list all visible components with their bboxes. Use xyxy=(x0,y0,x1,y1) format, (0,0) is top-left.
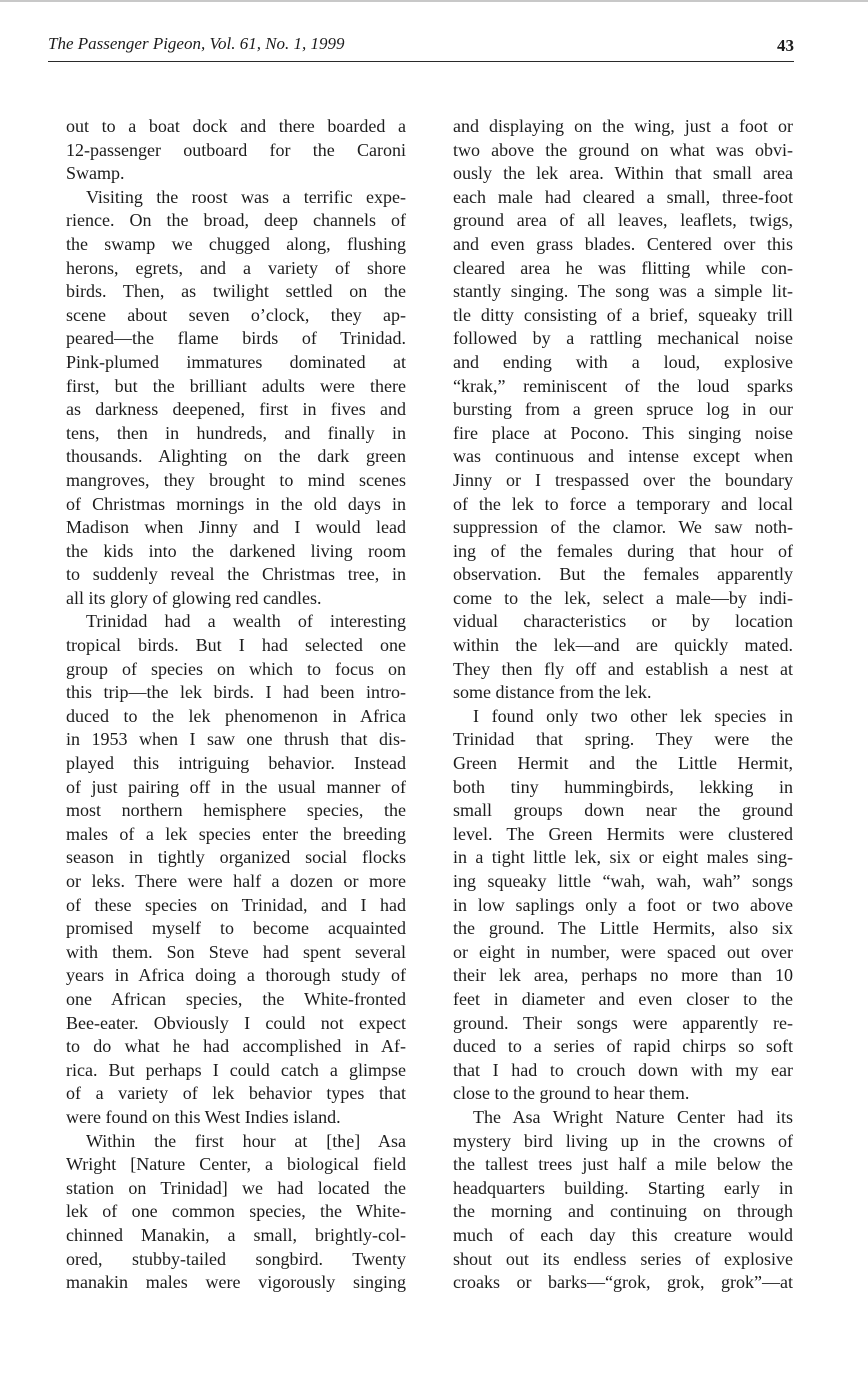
text-line: followed by a rattling mechanical noise xyxy=(453,328,793,349)
text-line: croaks or barks—“grok, grok, grok”—at xyxy=(453,1272,793,1293)
text-line: manakin males were vigorously singing xyxy=(66,1272,406,1293)
text-line: The Asa Wright Nature Center had its xyxy=(473,1106,793,1127)
text-line: Within the first hour at [the] Asa xyxy=(86,1130,406,1151)
text-line: Madison when Jinny and I would lead xyxy=(66,517,406,538)
text-line: duced to a series of rapid chirps so soft xyxy=(453,1036,793,1057)
text-line: males of a lek species enter the breeding xyxy=(66,823,406,844)
text-line: come to the lek, select a male—by indi- xyxy=(453,587,793,608)
text-line: ground. Their songs were apparently re- xyxy=(453,1012,793,1033)
text-line: the kids into the darkened living room xyxy=(66,540,406,561)
text-line: feet in diameter and even closer to the xyxy=(453,988,793,1009)
running-header xyxy=(48,32,794,62)
text-line: ing squeaky little “wah, wah, wah” songs xyxy=(453,871,793,891)
journal-citation: The Passenger Pigeon, Vol. 61, No. 1, 1999 xyxy=(48,34,345,53)
text-line: much of each day this creature would xyxy=(453,1224,793,1245)
text-line: this trip—the lek birds. I had been intro- xyxy=(66,682,406,703)
text-line: shout out its endless series of explosive xyxy=(453,1248,793,1269)
text-line: played this intriguing behavior. Instead xyxy=(66,753,406,774)
text-line: years in Africa doing a thorough study of xyxy=(66,965,406,986)
text-line: ground area of all leaves, leaflets, twigs, xyxy=(453,210,793,231)
text-line: station on Trinidad] we had located the xyxy=(66,1177,406,1198)
text-line: and displaying on the wing, just a foot or xyxy=(453,116,793,136)
text-line: Pink-plumed immatures dominated at xyxy=(66,351,406,372)
text-line: all its glory of glowing red candles. xyxy=(66,587,322,608)
text-line: most northern hemisphere species, the xyxy=(66,800,406,821)
text-line: observation. But the females apparently xyxy=(453,564,793,585)
text-line: Wright [Nature Center, a biological field xyxy=(66,1154,406,1175)
text-line: suppression of the clamor. We saw noth- xyxy=(453,517,793,538)
text-line: as darkness deepened, first in fives and xyxy=(66,399,406,420)
text-line: tens, then in hundreds, and finally in xyxy=(66,422,406,443)
text-line: season in tightly organized social flocks xyxy=(66,847,406,868)
text-line: small groups down near the ground xyxy=(453,800,793,821)
text-line: their lek area, perhaps no more than 10 xyxy=(453,965,793,986)
text-line: within the lek—and are quickly mated. xyxy=(453,635,793,656)
text-line: cleared area he was flitting while con- xyxy=(453,257,793,278)
text-line: chinned Manakin, a small, brightly-col- xyxy=(66,1224,406,1245)
text-line: each male had cleared a small, three-foot xyxy=(453,186,793,207)
text-line: were found on this West Indies island. xyxy=(66,1106,341,1127)
text-line: mangroves, they brought to mind scenes xyxy=(66,469,406,490)
text-line: out to a boat dock and there boarded a xyxy=(66,116,406,136)
text-line: both tiny hummingbirds, lekking in xyxy=(453,776,793,797)
top-edge-line xyxy=(0,0,868,2)
text-line: in 1953 when I saw one thrush that dis- xyxy=(66,729,406,750)
text-line: Trinidad had a wealth of interesting xyxy=(86,611,406,632)
text-line: was continuous and intense except when xyxy=(453,446,793,467)
text-line: one African species, the White-fronted xyxy=(66,988,406,1009)
page-number: 43 xyxy=(777,36,794,55)
text-line: I found only two other lek species in xyxy=(473,705,793,726)
text-line: birds. Then, as twilight settled on the xyxy=(66,281,406,302)
text-line: ored, stubby-tailed songbird. Twenty xyxy=(66,1248,406,1269)
text-line: Bee-eater. Obviously I could not expect xyxy=(66,1012,406,1033)
text-line: “krak,” reminiscent of the loud sparks xyxy=(453,375,793,396)
text-line: Visiting the roost was a terrific expe- xyxy=(86,186,406,207)
header-rule xyxy=(48,61,794,62)
text-line: rience. On the broad, deep channels of xyxy=(66,210,406,231)
text-line: the ground. The Little Hermits, also six xyxy=(453,918,793,939)
text-line: the tallest trees just half a mile below the xyxy=(453,1154,793,1175)
text-line: Swamp. xyxy=(66,163,125,184)
text-line: Green Hermit and the Little Hermit, xyxy=(453,753,793,774)
text-line: headquarters building. Starting early in xyxy=(453,1177,793,1198)
text-line: two above the ground on what was obvi- xyxy=(453,139,793,160)
text-line: herons, egrets, and a variety of shore xyxy=(66,257,406,278)
text-line: Trinidad that spring. They were the xyxy=(453,729,793,750)
text-line: and even grass blades. Centered over this xyxy=(453,233,793,254)
text-line: lek of one common species, the White- xyxy=(66,1201,406,1222)
text-line: fire place at Pocono. This singing noise xyxy=(453,422,793,443)
text-line: some distance from the lek. xyxy=(453,682,652,703)
text-line: ously the lek area. Within that small area xyxy=(453,163,793,184)
text-line: to do what he had accomplished in Af- xyxy=(66,1036,406,1057)
text-line: close to the ground to hear them. xyxy=(453,1083,690,1104)
text-line: that I had to crouch down with my ear xyxy=(453,1059,793,1080)
text-line: of Christmas mornings in the old days in xyxy=(66,493,406,514)
text-line: ing of the females during that hour of xyxy=(453,540,793,561)
text-line: in low saplings only a foot or two above xyxy=(453,894,793,915)
text-line: 12-passenger outboard for the Caroni xyxy=(66,139,406,160)
text-line: of just pairing off in the usual manner of xyxy=(66,776,406,797)
text-line: promised myself to become acquainted xyxy=(66,918,406,939)
text-line: vidual characteristics or by location xyxy=(453,611,793,632)
text-line: group of species on which to focus on xyxy=(66,658,406,679)
text-line: the morning and continuing on through xyxy=(453,1201,793,1222)
text-line: stantly singing. The song was a simple lit- xyxy=(453,281,793,302)
text-line: of these species on Trinidad, and I had xyxy=(66,894,406,915)
text-line: level. The Green Hermits were clustered xyxy=(453,823,793,844)
text-line: rica. But perhaps I could catch a glimpse xyxy=(66,1059,406,1080)
text-line: first, but the brilliant adults were there xyxy=(66,375,406,396)
text-line: tle ditty consisting of a brief, squeaky trill xyxy=(453,304,793,325)
text-line: and ending with a loud, explosive xyxy=(453,351,793,372)
text-line: tropical birds. But I had selected one xyxy=(66,635,406,656)
text-line: peared—the flame birds of Trinidad. xyxy=(66,328,406,349)
text-line: of a variety of lek behavior types that xyxy=(66,1083,406,1104)
text-line: They then fly off and establish a nest at xyxy=(453,658,793,679)
text-line: of the lek to force a temporary and local xyxy=(453,493,793,514)
text-line: Jinny or I trespassed over the boundary xyxy=(453,469,793,490)
text-line: to suddenly reveal the Christmas tree, in xyxy=(66,564,406,585)
text-line: thousands. Alighting on the dark green xyxy=(66,446,406,467)
text-line: or eight in number, were spaced out over xyxy=(453,941,793,962)
left-column xyxy=(66,115,406,1295)
text-line: the swamp we chugged along, flushing xyxy=(66,233,406,254)
text-line: or leks. There were half a dozen or more xyxy=(66,871,406,891)
text-line: mystery bird living up in the crowns of xyxy=(453,1130,793,1151)
text-line: bursting from a green spruce log in our xyxy=(453,399,793,420)
text-line: duced to the lek phenomenon in Africa xyxy=(66,705,406,726)
text-line: scene about seven o’clock, they ap- xyxy=(66,304,406,325)
text-line: with them. Son Steve had spent several xyxy=(66,941,406,962)
text-line: in a tight little lek, six or eight males sing- xyxy=(453,847,793,868)
right-column xyxy=(453,115,793,1295)
